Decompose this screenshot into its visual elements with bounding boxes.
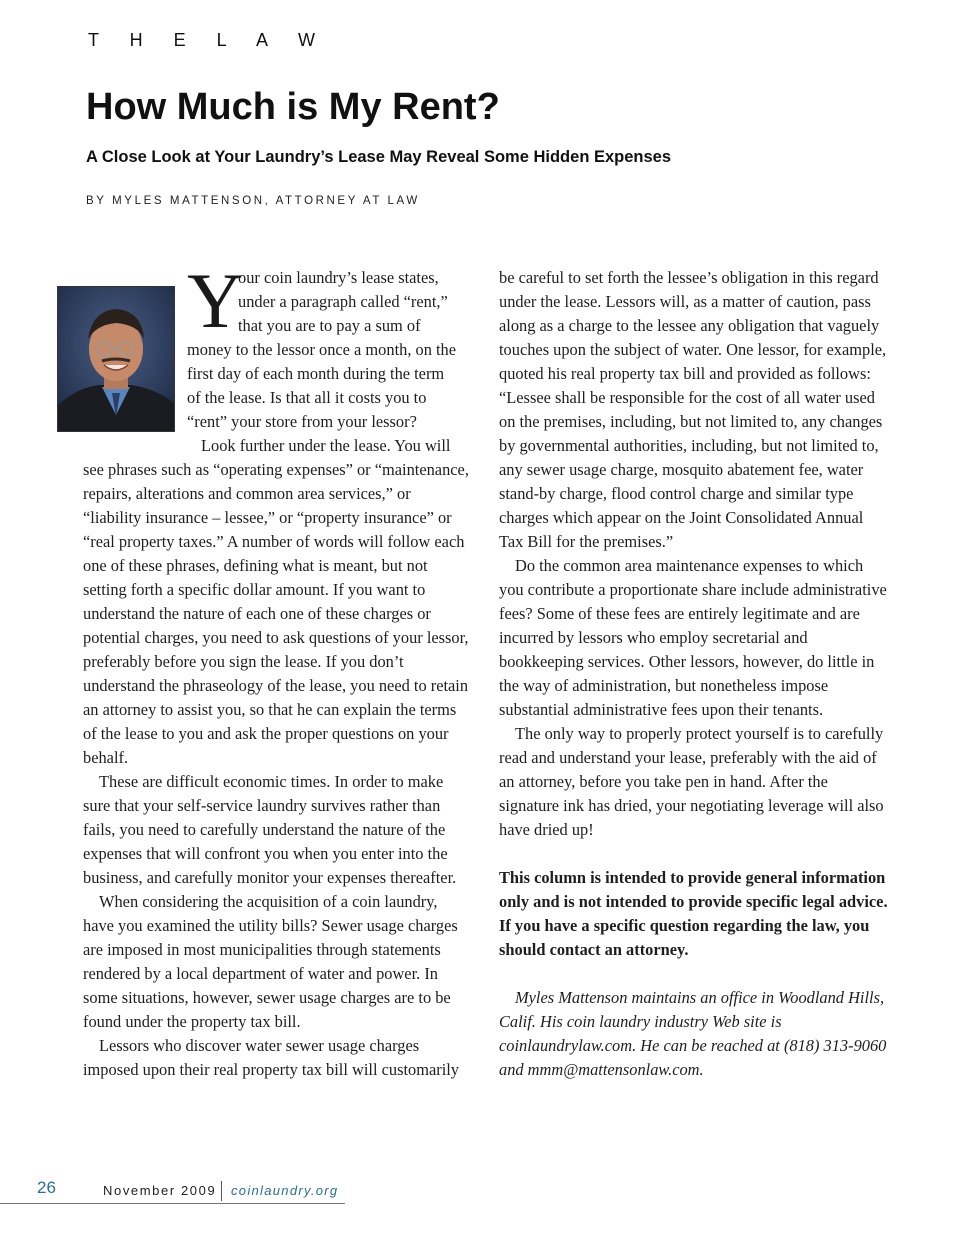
issue-date: November 2009 [103, 1183, 217, 1198]
body-paragraph: be careful to set forth the lessee’s obligation in this regard under the lease. Lessors will, as a matter of caution, pass along as a charge to the lessee any obligation that vaguely touches upon the subject of water. One lessor, for example, quoted his real property tax bill and provided as follows: “Lessee shall be responsible for the cost of all water used on the premises, including, but not limited to, any changes by governmental authorities, including, but not limited to, any sewer usage charge, mosquito abatement fee, water stand-by charge, flood control charge and similar type charges which appear on the Joint Consolidated Annual Tax Bill for the premises.” [499, 268, 887, 551]
article-title: How Much is My Rent? [86, 86, 500, 128]
page-number: 26 [37, 1178, 56, 1197]
intro-line: that you are to pay a sum of [238, 316, 421, 335]
author-bio: Myles Mattenson maintains an office in Woodland Hills, Calif. His coin laundry industry Web site is coinlaundrylaw.com. He can be reached at (818) 313-9060 and mmm@mattensonlaw.com. [499, 988, 887, 1079]
article-subtitle: A Close Look at Your Laundry’s Lease May Reveal Some Hidden Expenses [86, 148, 672, 166]
body-paragraph: Lessors who discover water sewer usage charges imposed upon their real property tax bill will customarily [83, 1036, 459, 1079]
intro-line: our coin laundry’s lease states, [238, 268, 439, 287]
intro-line: money to the lessor once a month, on the [187, 340, 457, 359]
intro-line: under a paragraph called “rent,” [238, 292, 448, 311]
intro-line: Look further under the lease. You will [201, 436, 451, 455]
body-paragraph: see phrases such as “operating expenses” or “maintenance, repairs, alterations and common area services,” or “liability insurance – lessee,” or “property insurance” or “real property taxes.” A number of words will follow each one of these phrases, defining what is meant, but not setting forth a specific dollar amount. If you want to understand the nature of each one of these charges or potential charges, you need to ask questions of your lessor, preferably before you sign the lease. If you don’t understand the phraseology of the lease, you need to retain an attorney to assist you, so that he can explain the terms of the lease to you and ask the proper questions on your behalf. [83, 460, 469, 767]
section-kicker: T H E L A W [88, 30, 329, 50]
disclaimer: This column is intended to provide general information only and is not intended to provide specific legal advice. If you have a specific question regarding the law, you should contact an attorney. [499, 868, 888, 959]
body-paragraph: These are difficult economic times. In order to make sure that your self-service laundry survives rather than fails, you need to carefully understand the nature of the expenses that will confront you when you enter into the business, and carefully monitor your expenses thereafter. [83, 772, 457, 887]
article-column-right [499, 266, 889, 1082]
byline: BY MYLES MATTENSON, ATTORNEY AT LAW [86, 195, 420, 207]
intro-block [83, 257, 471, 458]
body-paragraph: The only way to properly protect yourself is to carefully read and understand your lease, preferably with the aid of an attorney, before you take pen in hand. After the signature ink has dried, your negotiating leverage will also have dried up! [499, 724, 884, 839]
intro-line: first day of each month during the term [187, 364, 445, 383]
intro-line: “rent” your store from your lessor? [187, 412, 417, 431]
footer-divider [221, 1181, 222, 1201]
footer-site-link[interactable]: coinlaundry.org [231, 1183, 339, 1198]
body-paragraph: Do the common area maintenance expenses to which you contribute a proportionate share include administrative fees? Some of these fees are entirely legitimate and are incurred by lessors who employ secretarial and bookkeeping services. Other lessors, however, do little in the way of administration, but nonetheless impose substantial administrative fees upon their tenants. [499, 556, 887, 719]
footer-rule [0, 1203, 345, 1204]
article-column-left [83, 257, 471, 1082]
drop-cap: Y [187, 257, 244, 344]
intro-line: of the lease. Is that all it costs you to [187, 388, 427, 407]
body-paragraph: When considering the acquisition of a coin laundry, have you examined the utility bills? Sewer usage charges are imposed in most municipalities through statements rendered by a local department of water and power. In some situations, however, sewer usage charges are to be found under the property tax bill. [83, 892, 458, 1031]
